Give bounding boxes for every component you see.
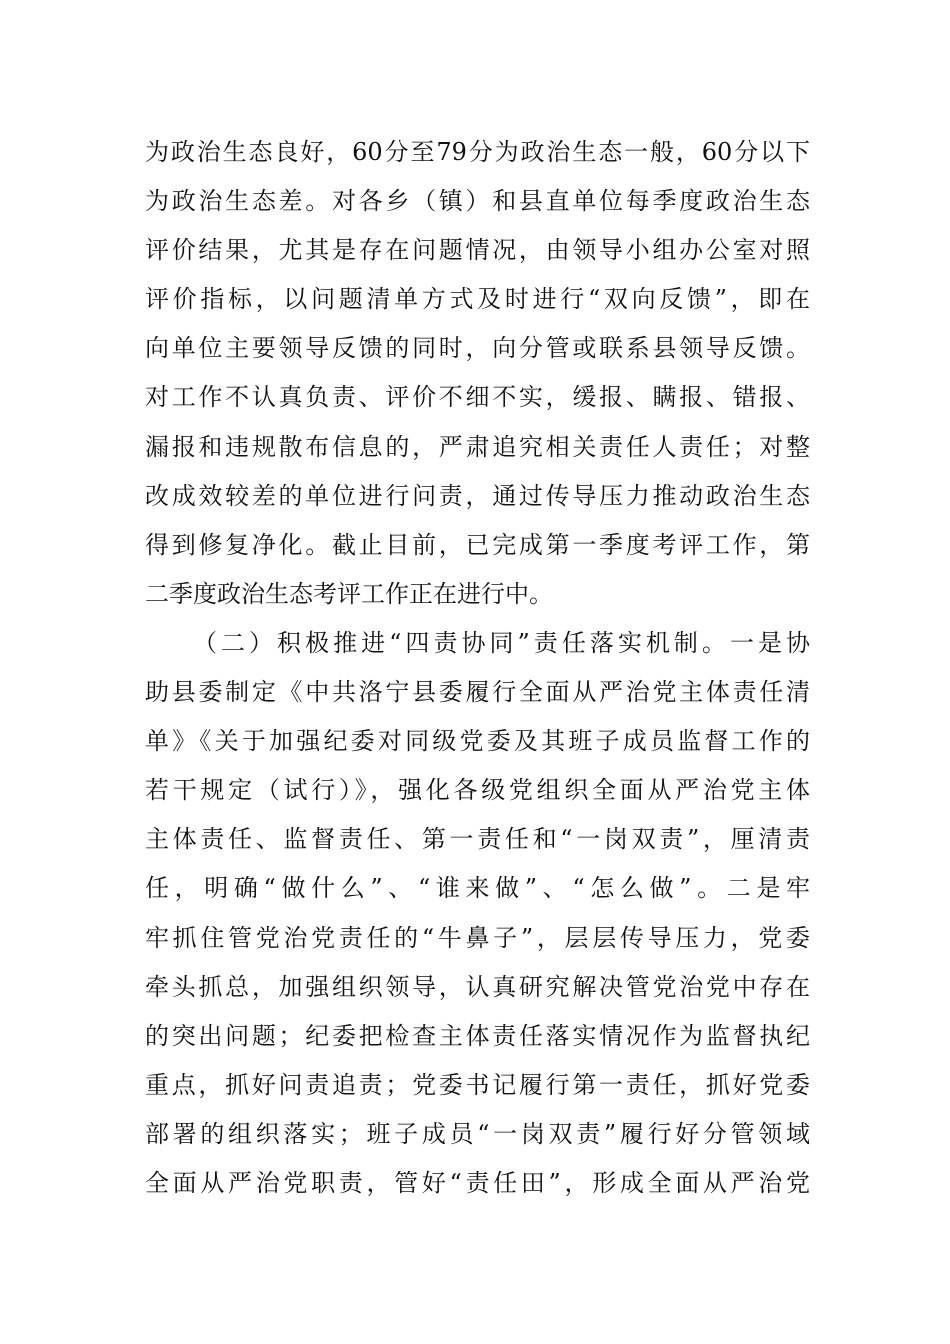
text-line: 漏报和违规散布信息的，严肃追究相关责任人责任；对整 bbox=[145, 432, 810, 461]
text-line: 评价指标，以问题清单方式及时进行“双向反馈”，即在 bbox=[145, 285, 810, 314]
text-line: 的突出问题；纪委把检查主体责任落实情况作为监督执纪 bbox=[145, 1021, 810, 1050]
text-line: 全面从严治党职责，管好“责任田”，形成全面从严治党 bbox=[145, 1168, 810, 1197]
text-line: 部署的组织落实；班子成员“一岗双责”履行好分管领域 bbox=[145, 1119, 810, 1148]
text-line: 助县委制定《中共洛宁县委履行全面从严治党主体责任清 bbox=[145, 678, 810, 707]
text-line: 为政治生态差。对各乡（镇）和县直单位每季度政治生态 bbox=[145, 187, 810, 216]
text-line: 单》《关于加强纪委对同级党委及其班子成员监督工作的 bbox=[145, 727, 810, 756]
text-line: 牢抓住管党治党责任的“牛鼻子”，层层传导压力，党委 bbox=[145, 923, 810, 952]
text-line: 向单位主要领导反馈的同时，向分管或联系县领导反馈。 bbox=[145, 334, 810, 363]
text-line: 重点，抓好问责追责；党委书记履行第一责任，抓好党委 bbox=[145, 1070, 810, 1099]
paragraph-end-line: 二季度政治生态考评工作正在进行中。 bbox=[145, 579, 553, 608]
paragraph-first-line: （二）积极推进“四责协同”责任落实机制。一是协 bbox=[193, 628, 810, 657]
body-text bbox=[145, 128, 810, 1208]
text-line: 主体责任、监督责任、第一责任和“一岗双责”，厘清责 bbox=[145, 825, 810, 854]
text-line: 若干规定（试行）》，强化各级党组织全面从严治党主体 bbox=[145, 776, 810, 805]
text-line: 任，明确“做什么”、“谁来做”、“怎么做”。二是牢 bbox=[145, 874, 810, 903]
text-line: 评价结果，尤其是存在问题情况，由领导小组办公室对照 bbox=[145, 236, 810, 265]
text-line: 得到修复净化。截止目前，已完成第一季度考评工作，第 bbox=[145, 530, 810, 559]
text-line: 对工作不认真负责、评价不细不实，缓报、瞒报、错报、 bbox=[145, 383, 810, 412]
text-line: 改成效较差的单位进行问责，通过传导压力推动政治生态 bbox=[145, 481, 810, 510]
text-line: 为政治生态良好，60分至79分为政治生态一般，60分以下 bbox=[145, 138, 810, 166]
text-line: 牵头抓总，加强组织领导，认真研究解决管党治党中存在 bbox=[145, 972, 810, 1001]
